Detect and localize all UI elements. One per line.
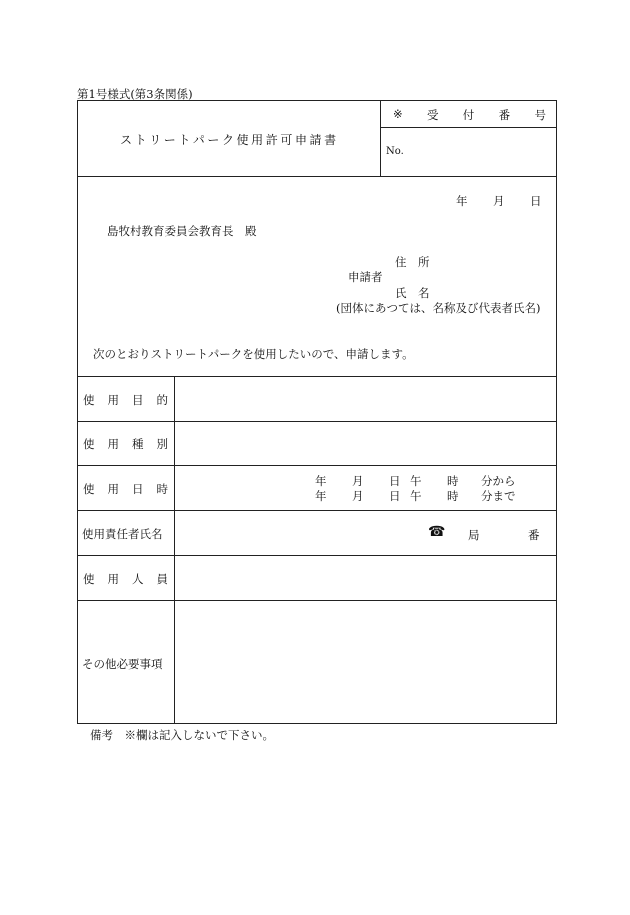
- receipt-char: 受: [426, 108, 439, 122]
- form-frame: [77, 100, 557, 724]
- row-line: [77, 555, 557, 556]
- row-line: [77, 421, 557, 422]
- row-label-other: その他必要事項: [82, 657, 163, 671]
- phone-ban: 番: [528, 528, 540, 542]
- row-label-manager: 使用責任者氏名: [82, 527, 163, 541]
- header-bottom-line: [77, 176, 557, 177]
- form-number: 第1号様式(第3条関係): [77, 87, 193, 101]
- row-label-datetime: 使 用 日 時: [83, 482, 168, 496]
- row-label-people: 使 用 人 員: [83, 572, 168, 586]
- applicant-name-label: 氏 名: [395, 286, 430, 300]
- date-month: 月: [493, 194, 505, 208]
- statement: 次のとおりストリートパークを使用したいので、申請します。: [93, 347, 414, 361]
- receipt-char: ※: [393, 107, 403, 121]
- row-line: [77, 465, 557, 466]
- form-title: ストリートパーク使用許可申請書: [120, 133, 339, 147]
- receipt-char: 付: [462, 108, 475, 122]
- table-top-line: [77, 376, 557, 377]
- row-label-type: 使 用 種 別: [83, 437, 168, 451]
- date-day: 日: [530, 194, 542, 208]
- receipt-divider: [380, 127, 557, 128]
- receipt-char: 番: [498, 108, 511, 122]
- receipt-char: 号: [534, 108, 546, 122]
- addressee: 島牧村教育委員会教育長 殿: [107, 224, 257, 238]
- phone-kyoku: 局: [468, 528, 480, 542]
- receipt-no-label: No.: [386, 146, 404, 157]
- telephone-icon: ☎: [428, 524, 446, 540]
- label-column-divider: [174, 376, 175, 724]
- applicant-note: (団体にあつては、名称及び代表者氏名): [336, 301, 541, 315]
- applicant-address-label: 住 所: [395, 255, 430, 269]
- remarks: 備考 ※欄は記入しないで下さい。: [90, 728, 274, 742]
- applicant-label: 申請者: [348, 270, 383, 284]
- header-divider: [380, 100, 381, 176]
- receipt-number-header: [393, 107, 546, 123]
- row-label-purpose: 使 用 目 的: [83, 393, 168, 407]
- date-year: 年: [456, 194, 468, 208]
- row-line: [77, 510, 557, 511]
- row-line: [77, 600, 557, 601]
